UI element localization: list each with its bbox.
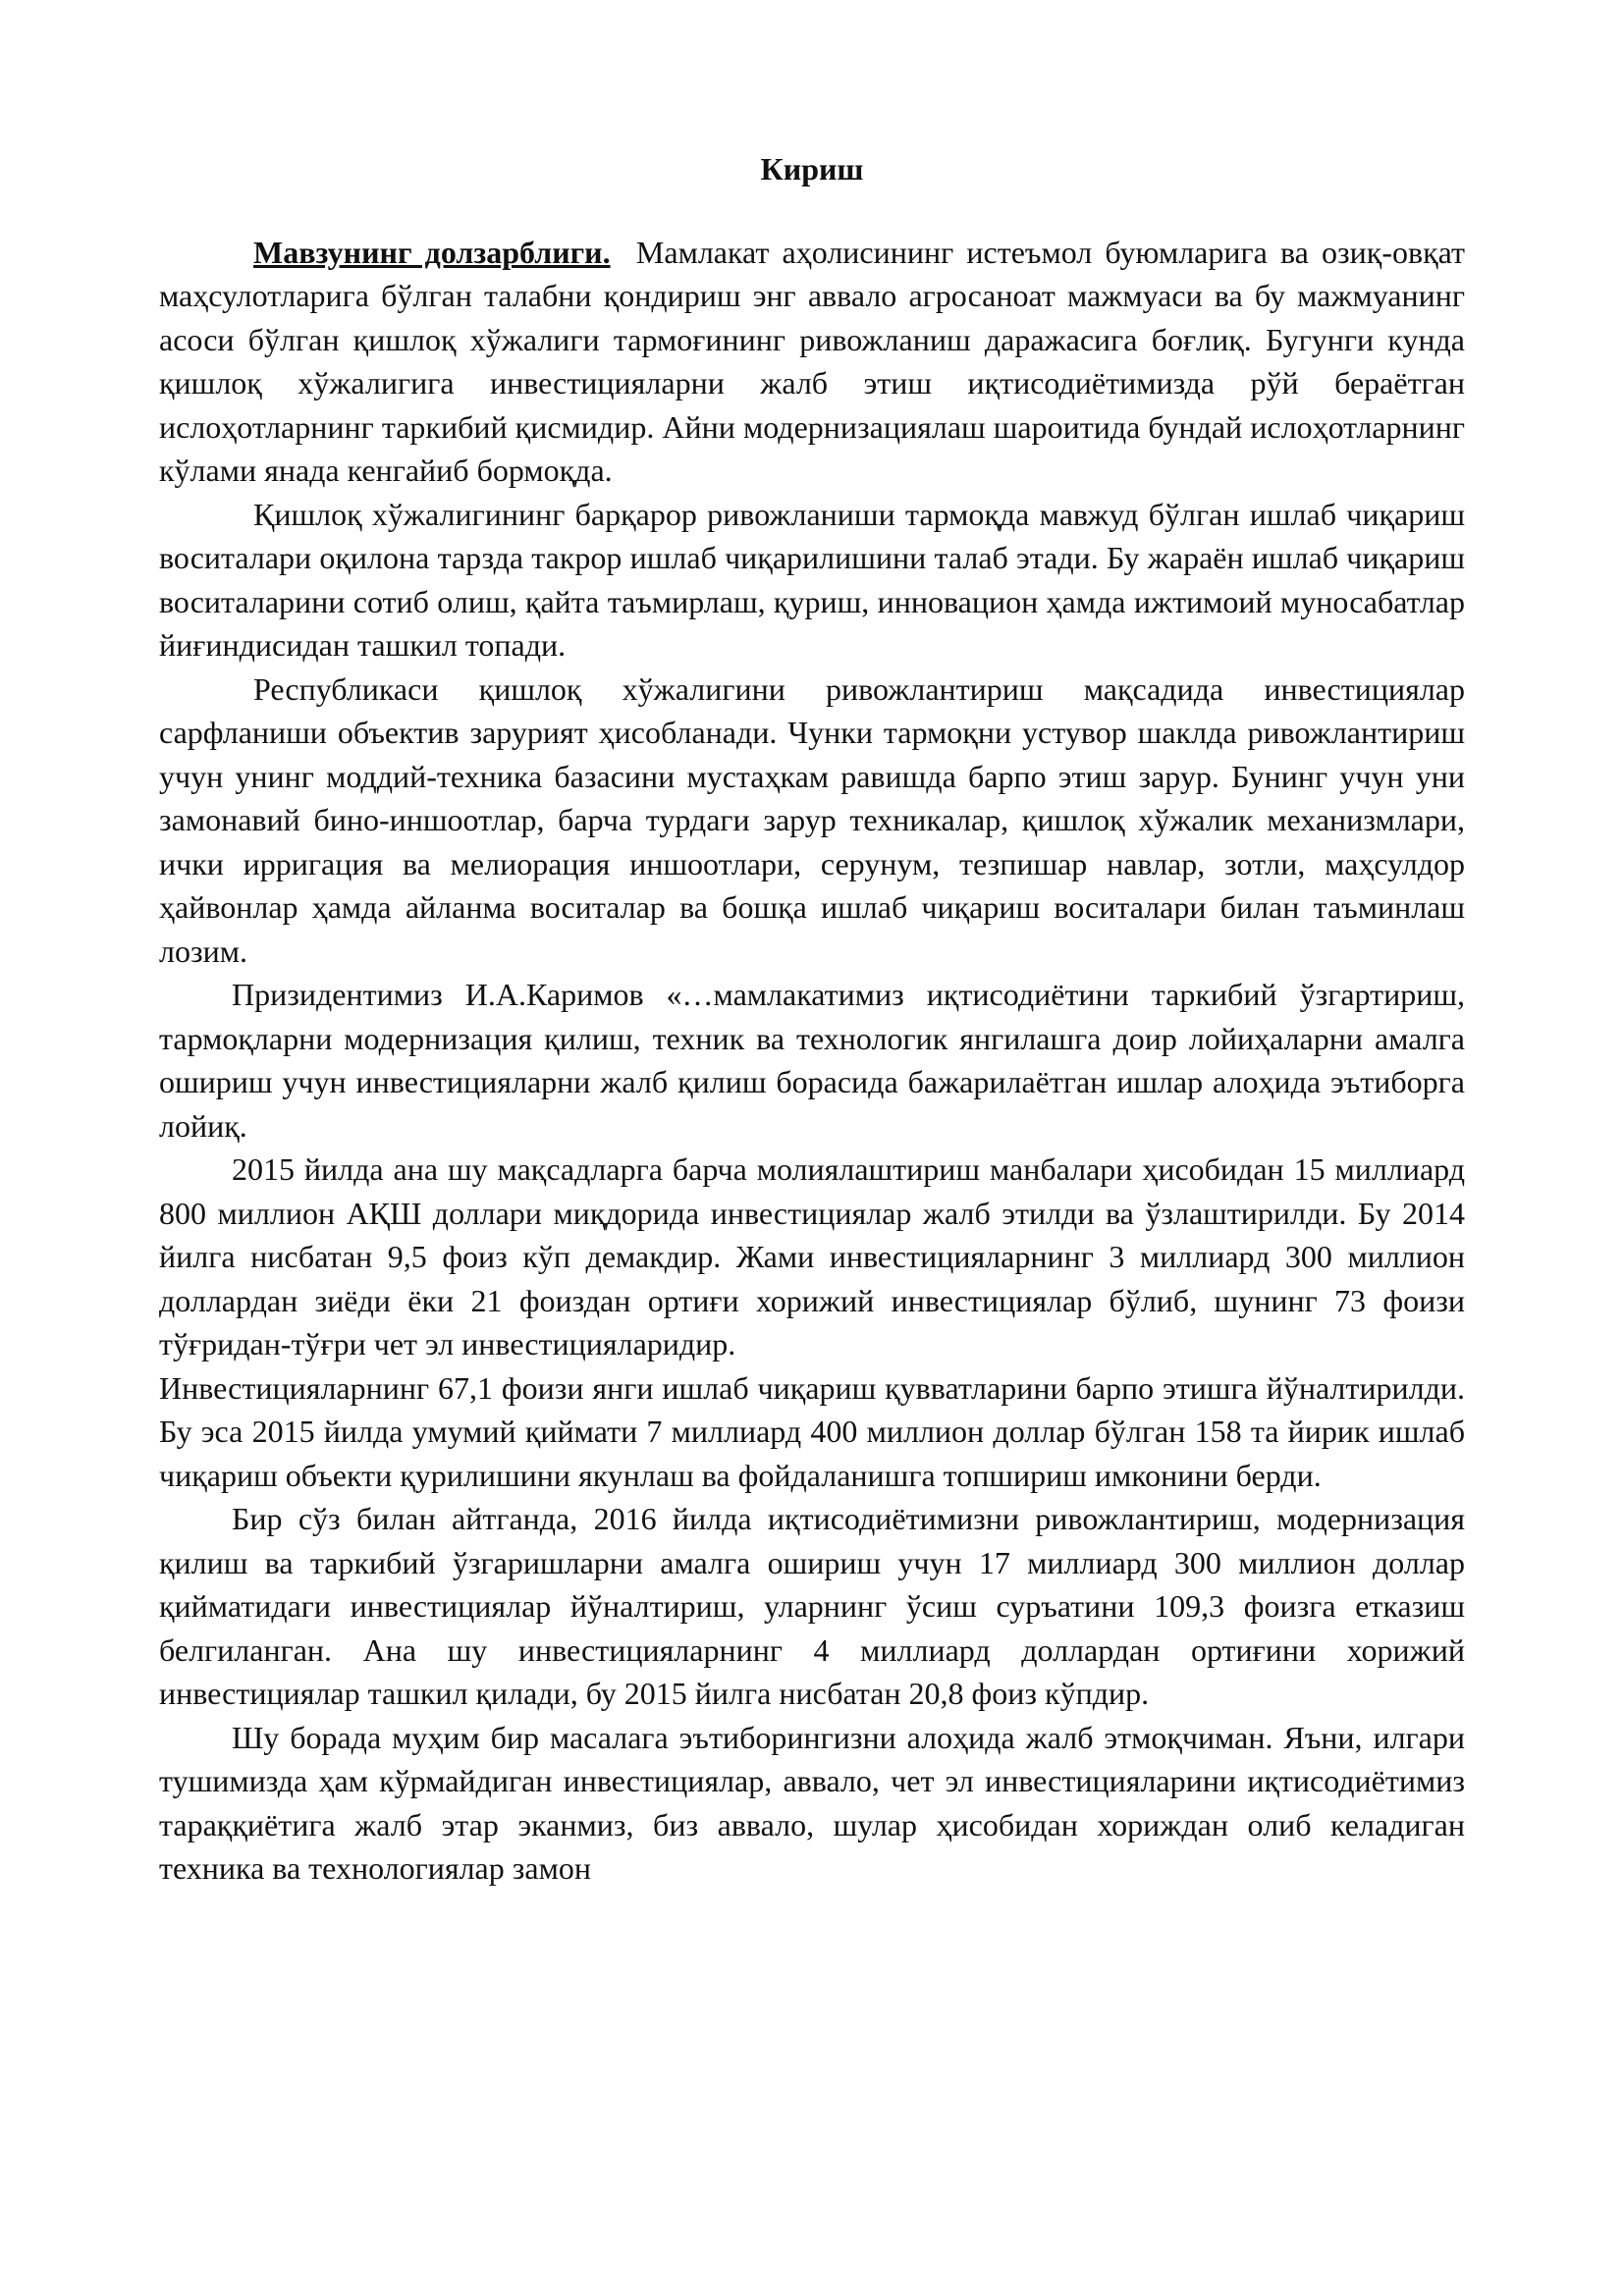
paragraph-4: Призидентимиз И.А.Каримов «…мамлакатимиз иқтисодиётини таркибий ўзгартириш, тармоқларни модернизация қилиш, техник ва технологик янгилашга доир лойиҳаларни амалга ошириш учун инвестицияларни жалб қилиш борасида бажарилаётган ишлар алоҳида эътиборга лойиқ. [159,977,1465,1144]
paragraph-7: Бир сўз билан айтганда, 2016 йилда иқтисодиётимизни ривожлантириш, модернизация қилиш ва таркибий ўзгаришларни амалга ошириш учун 17 миллиард 300 миллион доллар қийматидаги инвестициялар йўналтириш, уларнинг ўсиш суръатини 109,3 фоизга етказиш белгиланган. Ана шу инвестицияларнинг 4 миллиард доллардан ортиғини хорижий инвестициялар ташкил қилади, бу 2015 йилга нисбатан 20,8 фоиз кўпдир. [159,1501,1465,1711]
paragraph-text: Мамлакат аҳолисининг истеъмол буюмларига ва озиқ-овқат маҳсулотларига бўлган талабни қондириш энг аввало агросаноат мажмуаси ва бу мажмуанинг асоси бўлган қишлоқ хўжалиги тармоғининг ривожланиш даражасига боғлиқ. Бугунги кунда қишлоқ хўжалигига инвестицияларни жалб этиш иқтисодиётимизда рўй бераётган ислоҳотларнинг таркибий қисмидир. Айни модернизациялаш шароитида бундай ислоҳотларнинг кўлами янада кенгайиб бормоқда. [159,234,1466,488]
paragraph-relevance [159,231,1465,493]
paragraph-8: Шу борада муҳим бир масалага эътиборингизни алоҳида жалб этмоқчиман. Яъни, илгари тушимизда ҳам кўрмайдиган инвестициялар, аввало, чет эл инвестицияларини иқтисодиётимиз тараққиётига жалб этар эканмиз, биз аввало, шулар ҳисобидан хориждан олиб келадиган техника ва технологиялар замон [159,1719,1465,1886]
paragraph-2: Қишлоқ хўжалигининг барқарор ривожланиши тармоқда мавжуд бўлган ишлаб чиқариш воситалари оқилона тарзда такрор ишлаб чиқарилишини талаб этади. Бу жараён ишлаб чиқариш воситаларини сотиб олиш, қайта таъмирлаш, қуриш, инновацион ҳамда ижтимоий муносабатлар йиғиндисидан ташкил топади. [159,496,1465,663]
section-heading-relevance: Мавзунинг долзарблиги. [253,234,611,270]
paragraph-3: Республикаси қишлоқ хўжалигини ривожлантириш мақсадида инвестициялар сарфланиши объектив зарурият ҳисобланади. Чунки тармоқни устувор шаклда ривожлантириш учун унинг моддий-техника базасини мустаҳкам равишда барпо этиш зарур. Бунинг учун уни замонавий бино-иншоотлар, барча турдаги зарур техникалар, қишлоқ хўжалик механизмлари, ички ирригация ва мелиорация иншоотлари, серунум, тезпишар навлар, зотли, маҳсулдор ҳайвонлар ҳамда айланма воситалар ва бошқа ишлаб чиқариш воситалари билан таъминлаш лозим. [159,670,1465,969]
page-title: Кириш [760,151,864,187]
paragraph-6: Инвестицияларнинг 67,1 фоизи янги ишлаб чиқариш қувватларини барпо этишга йўналтирилди. Бу эса 2015 йилда умумий қиймати 7 миллиард 400 миллион доллар бўлган 158 та йирик ишлаб чиқариш объекти қурилишини якунлаш ва фойдаланишга топшириш имконини берди. [159,1369,1465,1493]
document-page [159,147,1465,1891]
paragraph-5: 2015 йилда ана шу мақсадларга барча молиялаштириш манбалари ҳисобидан 15 миллиард 800 миллион АҚШ доллари миқдорида инвестициялар жалб этилди ва ўзлаштирилди. Бу 2014 йилга нисбатан 9,5 фоиз кўп демакдир. Жами инвестицияларнинг 3 миллиард 300 миллион доллардан зиёди ёки 21 фоиздан ортиғи хорижий инвестициялар бўлиб, шунинг 73 фоизи тўғридан-тўғри чет эл инвестицияларидир. [159,1151,1465,1362]
